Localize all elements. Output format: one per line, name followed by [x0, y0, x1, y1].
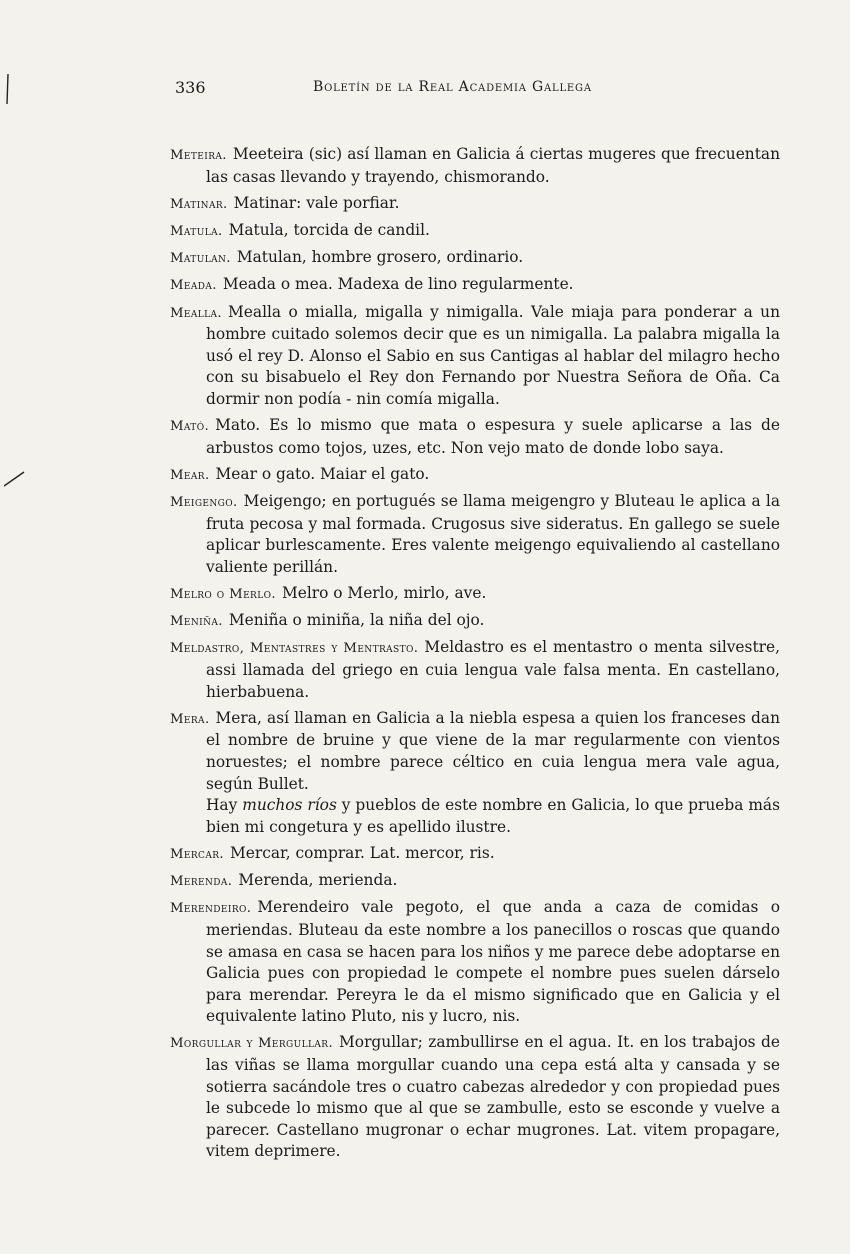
entry-text: Mera, así llaman en Galicia a la niebla espesa a quien los franceses dan el nombre de bruine y que viene de la mar regularmente con vientos noruestes; el nombre parece céltico en cuia lengua mera vale agua, según Bullet.	[206, 708, 780, 793]
entry-sub-prefix: Hay	[206, 796, 243, 815]
entry-text: Meniña o miniña, la niña del ojo.	[228, 611, 485, 630]
entry-headword: Merendeiro.	[170, 901, 252, 917]
entry-headword: Mató.	[170, 419, 210, 435]
dictionary-entry	[170, 897, 780, 1028]
dictionary-entry	[170, 220, 780, 243]
entry-headword: Mear.	[170, 467, 210, 483]
dictionary-entry	[170, 302, 780, 411]
entry-headword: Mealla.	[170, 305, 223, 321]
dictionary-entry	[170, 708, 780, 839]
entry-text: Meigengo; en portugués se llama meigengro y Bluteau le aplica a la fruta pecosa y mal formada. Crugosus sive sideratus. En gallego se suele aplicar burlescamente. Eres valente meigengo equivaliendo al castellano valiente perillán.	[206, 492, 780, 576]
entry-headword: Merenda.	[170, 874, 233, 890]
entry-text: Melro o Merlo, mirlo, ave.	[281, 584, 487, 603]
entry-text: Merenda, merienda.	[238, 871, 398, 890]
dictionary-entry	[170, 870, 780, 893]
dictionary-entries	[170, 144, 780, 1168]
entry-text: Mealla o mialla, migalla y nimigalla. Vale miaja para ponderar a un hombre cuitado solemos decir que es un nimigalla. La palabra migalla la usó el rey D. Alonso el Sabio en sus Cantigas al hablar del milagro hecho con su bisabuelo el Rey don Fernando por Nuestra Señora de Oña. Ca dormir non podía - nin comía migalla.	[206, 302, 780, 408]
entry-headword: Mera.	[170, 711, 210, 727]
entry-sub-rest: y pueblos de este nombre en Galicia, lo que prueba más bien mi congetura y es apellido ilustre.	[206, 796, 781, 836]
dictionary-entry	[170, 610, 780, 633]
entry-headword: Matinar.	[170, 196, 228, 212]
dictionary-entry	[170, 247, 780, 270]
margin-mark	[4, 470, 26, 488]
entry-text: Mato. Es lo mismo que mata o espesura y suele aplicarse a las de arbustos como tojos, uzes, etc. Non vejo mato de donde lobo saya.	[206, 416, 780, 457]
entry-subparagraph	[206, 795, 780, 838]
dictionary-entry	[170, 1032, 780, 1163]
dictionary-entry	[170, 274, 780, 297]
entry-text: Mear o gato. Maiar el gato.	[215, 464, 430, 483]
dictionary-entry	[170, 637, 780, 703]
dictionary-entry	[170, 464, 780, 487]
dictionary-entry	[170, 415, 780, 459]
dictionary-entry	[170, 583, 780, 606]
entry-text: Meada o mea. Madexa de lino regularmente.	[222, 275, 574, 294]
entry-headword: Meteira.	[170, 148, 227, 163]
entry-text: Matinar: vale porfiar.	[233, 193, 400, 212]
entry-text: Merendeiro vale pegoto, el que anda a caza de comidas o meriendas. Bluteau da este nombre a los panecillos o roscas que quando se amasa en casa se hacen para los niños y me parece debe adoptarse en Galicia pues con propiedad le compete el nombre pues suelen dárselo para merendar. Pereyra le da el mismo significado que en Galicia y el equivalente latino Pluto, nis y lucro, nis.	[206, 898, 780, 1026]
dictionary-entry	[170, 144, 780, 188]
entry-text: Morgullar; zambullirse en el agua. It. en los trabajos de las viñas se llama morgullar cuando una cepa está alta y cansada y se sotierra sacándole tres o cuatro cabezas alrededor y con propiedad pues le subcede lo mismo que al que se zambulle, esto se esconde y vuelve a parecer. Castellano mugronar o echar mugrones. Lat. vitem propagare, vitem deprimere.	[206, 1033, 780, 1161]
entry-sub-italic: muchos ríos	[242, 796, 337, 815]
dictionary-entry	[170, 193, 780, 216]
entry-headword: Meigengo.	[170, 495, 238, 511]
entry-headword: Mercar.	[170, 846, 225, 862]
dictionary-entry	[170, 843, 780, 866]
entry-headword: Meniña.	[170, 614, 223, 630]
dictionary-entry	[170, 491, 780, 578]
entry-headword: Matulan.	[170, 251, 231, 267]
entry-headword: Meldastro, Mentastres y Mentrasto.	[170, 641, 419, 657]
entry-text: Matulan, hombre grosero, ordinario.	[236, 248, 524, 267]
entry-headword: Morgullar y Mergullar.	[170, 1036, 334, 1052]
entry-headword: Matula.	[170, 223, 223, 239]
entry-headword: Meada.	[170, 278, 217, 294]
entry-text: Matula, torcida de candil.	[228, 220, 430, 239]
margin-stroke	[5, 74, 11, 104]
entry-text: Mercar, comprar. Lat. mercor, ris.	[230, 843, 495, 862]
entry-text: Meldastro es el mentastro o menta silvestre, assi llamada del griego en cuia lengua vale falsa menta. En castellano, hierbabuena.	[206, 638, 780, 701]
page-number: 336	[175, 78, 206, 97]
entry-headword: Melro o Merlo.	[170, 587, 276, 603]
entry-text: Meeteira (sic) así llaman en Galicia á ciertas mugeres que frecuentan las casas llevando y trayendo, chismorando.	[206, 145, 780, 186]
running-title: Boletín de la Real Academia Gallega	[313, 79, 592, 95]
page-header	[175, 78, 775, 102]
